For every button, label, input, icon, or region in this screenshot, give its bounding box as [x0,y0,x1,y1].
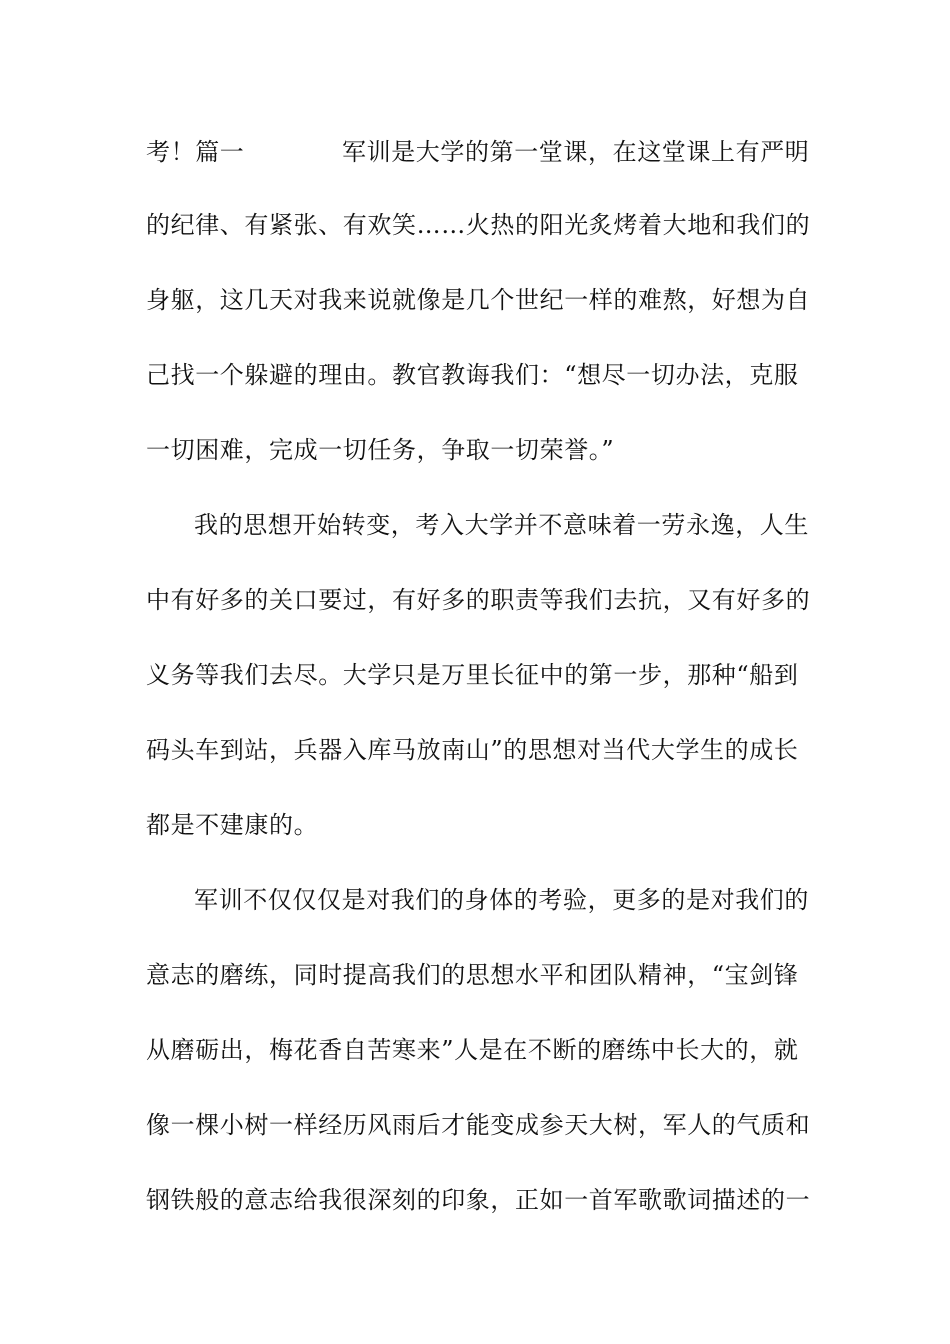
paragraph-2-line-2: 中有好多的关口要过，有好多的职责等我们去抗，又有好多的 [146,586,811,614]
text-line-1b: 军训是大学的第一堂课，在这堂课上有严明 [342,138,810,166]
paragraph-3-line-1: 军训不仅仅仅是对我们的身体的考验，更多的是对我们的 [194,886,809,914]
text-line-3: 身躯，这几天对我来说就像是几个世纪一样的难熬，好想为自 [146,286,811,314]
text-line-4: 己找一个躲避的理由。教官教诲我们：“想尽一切办法，克服 [146,361,799,389]
paragraph-2-line-4: 码头车到站，兵器入库马放南山”的思想对当代大学生的成长 [146,736,799,764]
paragraph-2-line-3: 义务等我们去尽。大学只是万里长征中的第一步，那种“船到 [146,661,799,689]
text-line-5: 一切困难，完成一切任务，争取一切荣誉。” [146,436,615,464]
paragraph-2-line-5: 都是不建康的。 [146,811,319,839]
paragraph-3-line-4: 像一棵小树一样经历风雨后才能变成参天大树，军人的气质和 [146,1111,811,1139]
paragraph-3-line-3: 从磨砺出，梅花香自苦寒来”人是在不断的磨练中长大的，就 [146,1036,799,1064]
paragraph-3-line-2: 意志的磨练，同时提高我们的思想水平和团队精神，“宝剑锋 [146,961,799,989]
text-line-2: 的纪律、有紧张、有欢笑……火热的阳光炙烤着大地和我们的 [146,211,811,239]
paragraph-2-line-1: 我的思想开始转变，考入大学并不意味着一劳永逸，人生 [194,511,809,539]
paragraph-3-line-5: 钢铁般的意志给我很深刻的印象，正如一首军歌歌词描述的一 [146,1186,811,1214]
text-line-1a: 考！篇一 [146,138,245,166]
